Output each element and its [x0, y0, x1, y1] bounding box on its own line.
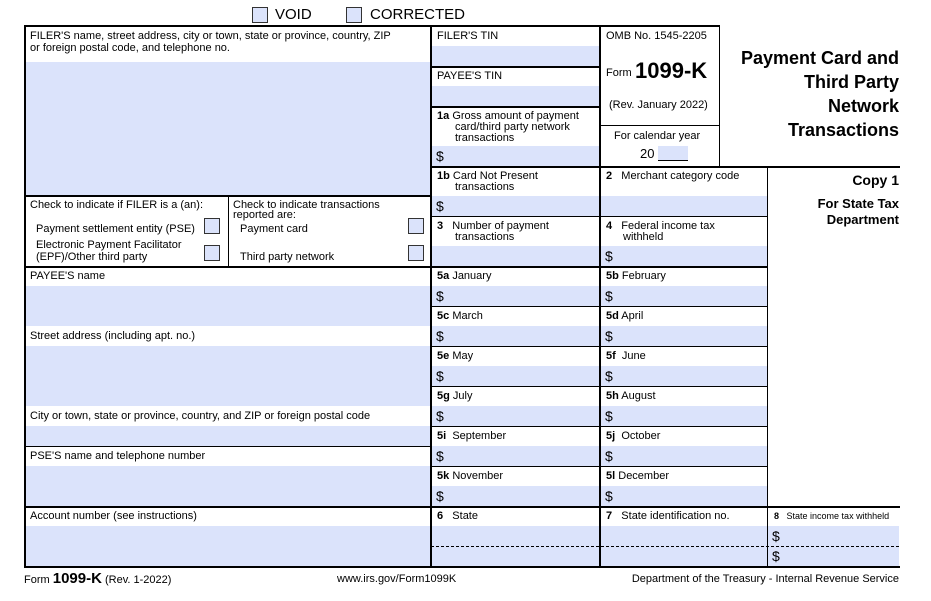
third-party-label: Third party network — [240, 251, 335, 263]
pse-label: Payment settlement entity (PSE) — [36, 223, 195, 235]
dollar-sign: $ — [436, 328, 444, 344]
payee-name-field[interactable] — [25, 286, 430, 326]
payee-name-label: PAYEE'S name — [30, 270, 106, 282]
third-party-checkbox[interactable] — [408, 245, 424, 261]
filer-name-label: FILER'S name, street address, city or town, state or province, country, ZIP — [30, 30, 391, 42]
footer-form-id: Form 1099-K (Rev. 1-2022) — [24, 570, 172, 587]
check-trans-label-1: Check to indicate transactions — [233, 199, 380, 211]
box-5l-field[interactable] — [600, 486, 767, 506]
box-7-label: 7 State identification no. — [606, 510, 730, 522]
epf-label-2: (EPF)/Other third party — [36, 251, 148, 263]
box-1b-field[interactable] — [431, 196, 599, 216]
box-5l-label: 5l December — [606, 470, 669, 482]
box-5d-label: 5d April — [606, 310, 644, 322]
box-5i-label: 5i September — [437, 430, 507, 442]
box-2-label: 2 Merchant category code — [606, 170, 740, 182]
filer-tin-field[interactable] — [431, 46, 599, 66]
dollar-sign: $ — [772, 528, 780, 544]
dollar-sign: $ — [605, 328, 613, 344]
dollar-sign: $ — [605, 368, 613, 384]
footer-url: www.irs.gov/Form1099K — [337, 573, 457, 585]
box-5i-field[interactable] — [431, 446, 599, 466]
box-4-label: 4 Federal income tax — [606, 220, 715, 232]
box-1a-label-3: transactions — [455, 132, 515, 144]
account-number-field[interactable] — [25, 526, 430, 566]
box-5h-label: 5h August — [606, 390, 656, 402]
dollar-sign: $ — [436, 408, 444, 424]
box-1b-label: 1b Card Not Present — [437, 170, 538, 182]
dollar-sign: $ — [436, 198, 444, 214]
calendar-year-label: For calendar year — [614, 130, 701, 142]
payee-city-field[interactable] — [25, 426, 430, 446]
box-1b-label-2: transactions — [455, 181, 515, 193]
box-2-field[interactable] — [600, 196, 767, 216]
box-3-field[interactable] — [431, 246, 599, 266]
account-number-label: Account number (see instructions) — [30, 510, 197, 522]
form-title-line-3: Network — [827, 96, 899, 116]
dollar-sign: $ — [605, 248, 613, 264]
box-5d-field[interactable] — [600, 326, 767, 346]
corrected-checkbox[interactable] — [346, 7, 362, 23]
epf-checkbox[interactable] — [204, 245, 220, 261]
dollar-sign: $ — [436, 368, 444, 384]
void-checkbox[interactable] — [252, 7, 268, 23]
box-5h-field[interactable] — [600, 406, 767, 426]
copy-sub-1: For State Tax — [817, 196, 899, 211]
payee-street-field[interactable] — [25, 346, 430, 406]
check-filer-label: Check to indicate if FILER is a (an): — [30, 199, 204, 211]
filer-tin-label: FILER'S TIN — [437, 30, 499, 42]
box-5g-field[interactable] — [431, 406, 599, 426]
box-1a-label: 1a Gross amount of payment — [437, 110, 579, 122]
footer-department: Department of the Treasury - Internal Revenue Service — [631, 573, 899, 585]
form-title-line-4: Transactions — [787, 120, 899, 140]
form-word: Form — [606, 67, 632, 79]
copy-label: Copy 1 — [852, 172, 899, 188]
box-5g-label: 5g July — [437, 390, 473, 402]
omb-number: OMB No. 1545-2205 — [606, 30, 707, 42]
payee-tin-field[interactable] — [431, 86, 599, 106]
box-5c-field[interactable] — [431, 326, 599, 346]
box-5e-field[interactable] — [431, 366, 599, 386]
box-5f-label: 5f June — [606, 350, 646, 362]
box-5j-label: 5j October — [606, 430, 661, 442]
payee-street-label: Street address (including apt. no.) — [30, 330, 196, 342]
year-prefix: 20 — [640, 146, 655, 161]
filer-name-label-2: or foreign postal code, and telephone no. — [30, 42, 230, 54]
payment-card-checkbox[interactable] — [408, 218, 424, 234]
box-1a-label-2: card/third party network — [455, 121, 570, 133]
payee-city-label: City or town, state or province, country, and ZIP or foreign postal code — [30, 410, 371, 422]
box-5b-label: 5b February — [606, 270, 666, 282]
dollar-sign: $ — [605, 288, 613, 304]
void-label: VOID — [275, 6, 312, 23]
dollar-sign: $ — [605, 448, 613, 464]
form-title-line-2: Third Party — [803, 72, 899, 92]
copy-sub-2: Department — [826, 212, 899, 227]
box-4-label-2: withheld — [623, 231, 664, 243]
payment-card-label: Payment card — [240, 223, 308, 235]
pse-checkbox[interactable] — [204, 218, 220, 234]
box-3-label-2: transactions — [455, 231, 515, 243]
epf-label-1: Electronic Payment Facilitator — [36, 239, 182, 251]
form-number: 1099-K — [635, 58, 708, 83]
dollar-sign: $ — [436, 288, 444, 304]
corrected-label: CORRECTED — [370, 6, 466, 23]
box-5j-field[interactable] — [600, 446, 767, 466]
pse-name-field[interactable] — [25, 466, 430, 506]
check-trans-label-2: reported are: — [233, 209, 296, 221]
box-5k-field[interactable] — [431, 486, 599, 506]
box-8-label: 8 State income tax withheld — [774, 511, 890, 521]
pse-name-label: PSE'S name and telephone number — [30, 450, 206, 462]
dollar-sign: $ — [436, 448, 444, 464]
box-5e-label: 5e May — [437, 350, 474, 362]
filer-name-field[interactable] — [25, 62, 430, 195]
box-5f-field[interactable] — [600, 366, 767, 386]
box-6-label: 6 State — [437, 510, 478, 522]
dollar-sign: $ — [605, 408, 613, 424]
calendar-year-field[interactable] — [658, 146, 688, 160]
payee-tin-label: PAYEE'S TIN — [437, 70, 503, 82]
box-4-field[interactable] — [600, 246, 767, 266]
box-5b-field[interactable] — [600, 286, 767, 306]
box-5c-label: 5c March — [437, 310, 483, 322]
dollar-sign: $ — [436, 488, 444, 504]
form-revision: (Rev. January 2022) — [609, 99, 708, 111]
box-5k-label: 5k November — [437, 470, 504, 482]
box-5a-field[interactable] — [431, 286, 599, 306]
box-5a-label: 5a January — [437, 270, 492, 282]
dollar-sign: $ — [436, 148, 444, 164]
form-title-line-1: Payment Card and — [740, 48, 899, 68]
dollar-sign: $ — [772, 548, 780, 564]
dollar-sign: $ — [605, 488, 613, 504]
box-3-label: 3 Number of payment — [437, 220, 549, 232]
box-1a-field[interactable] — [431, 146, 599, 166]
